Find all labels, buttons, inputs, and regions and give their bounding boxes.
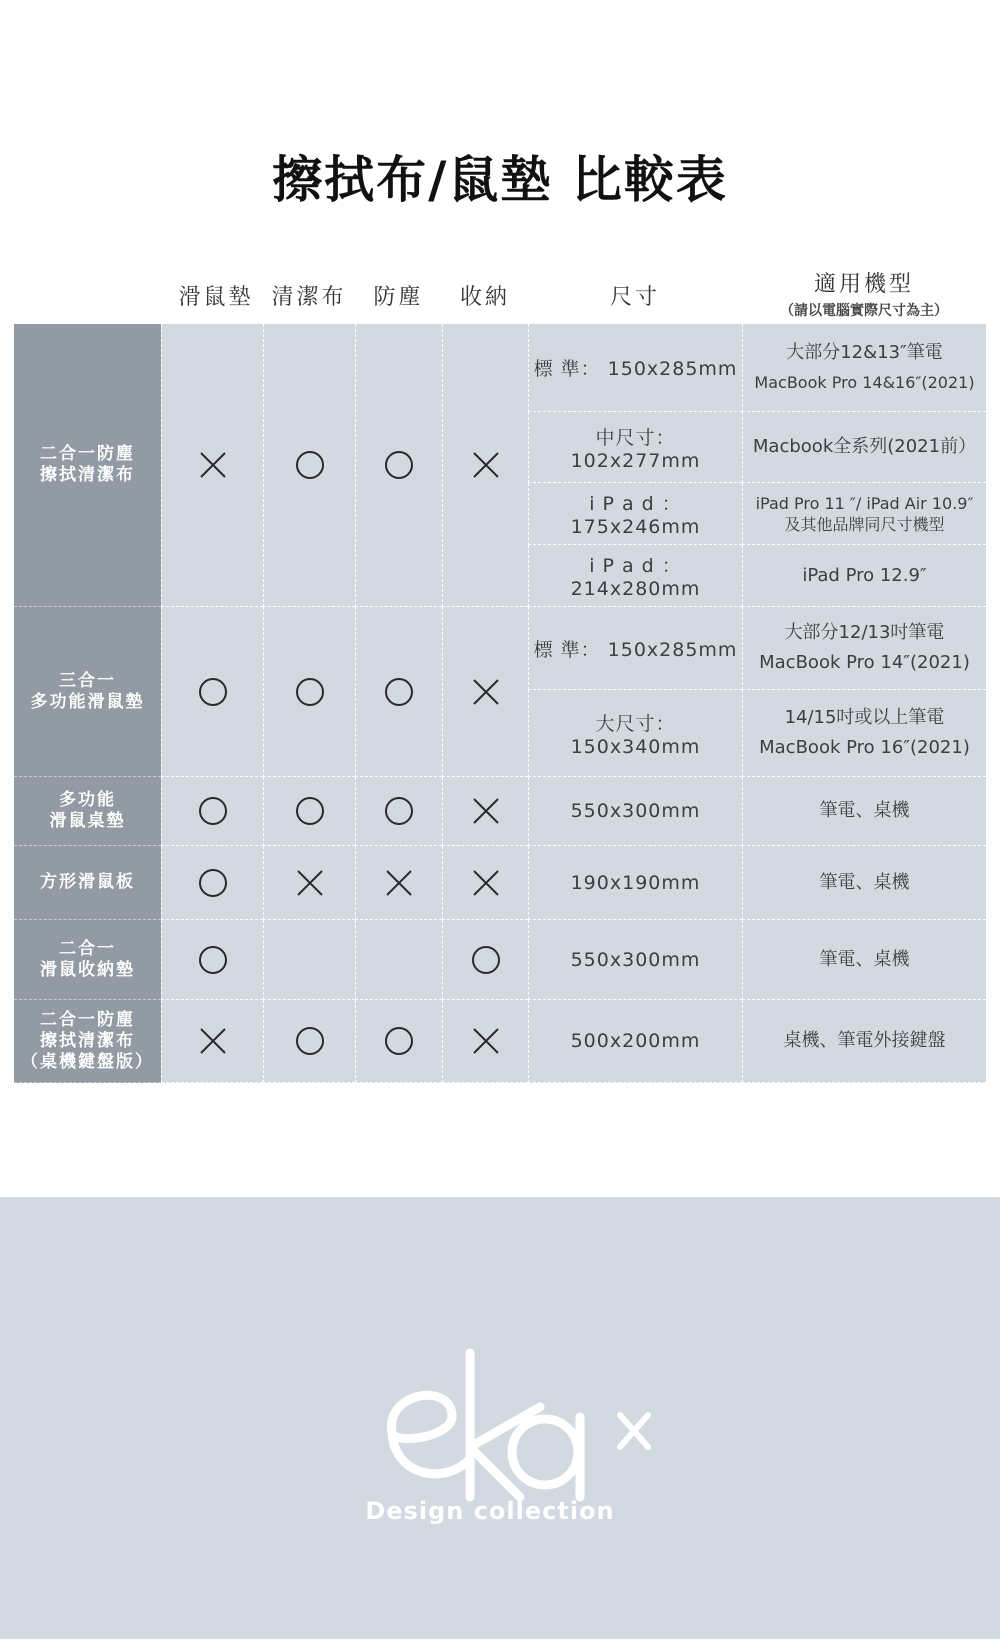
eka-logo	[0, 1197, 1000, 1639]
cell-cloth	[263, 607, 355, 777]
circle-mark-icon	[198, 796, 228, 826]
cell-mousepad	[161, 777, 263, 846]
cell-storage	[442, 920, 528, 1000]
size-value: 標 準： 150x285mm	[533, 358, 738, 380]
compatible-model: 及其他品牌同尺寸機型	[784, 514, 945, 534]
cell-cloth	[263, 324, 355, 607]
size-cell	[528, 545, 742, 607]
cell-dustproof	[355, 920, 442, 1000]
cell-storage	[442, 607, 528, 777]
circle-mark-icon	[198, 945, 228, 975]
cell-dustproof	[355, 324, 442, 607]
cross-mark-icon	[471, 450, 501, 480]
circle-mark-icon	[384, 796, 414, 826]
circle-mark-icon	[295, 796, 325, 826]
compatible-model: MacBook Pro 16″(2021)	[759, 737, 970, 758]
models-cell	[742, 545, 986, 607]
size-value: 標 準： 150x285mm	[533, 638, 738, 661]
cell-storage	[442, 1000, 528, 1083]
product-name: 三合一 多功能滑鼠墊	[14, 607, 161, 777]
cross-mark-icon	[198, 450, 228, 480]
cell-mousepad	[161, 920, 263, 1000]
cell-storage	[442, 324, 528, 607]
header-models: 適用機型	[813, 272, 914, 297]
cross-mark-icon	[295, 868, 325, 898]
header-cloth: 清潔布	[271, 285, 347, 310]
models-cell	[742, 607, 986, 690]
size-value: 中尺寸： 102x277mm	[570, 426, 701, 472]
cross-mark-icon	[471, 677, 501, 707]
circle-mark-icon	[198, 868, 228, 898]
logo-a	[512, 1419, 578, 1485]
models-cell	[742, 483, 986, 545]
cross-mark-icon	[471, 796, 501, 826]
compatible-model: MacBook Pro 14″(2021)	[759, 652, 970, 673]
size-cell	[528, 1000, 742, 1083]
logo-x-mark	[620, 1415, 648, 1447]
size-cell	[528, 690, 742, 777]
page-title: 擦拭布/鼠墊 比較表	[272, 151, 728, 209]
size-cell	[528, 324, 742, 412]
header-models-note: （請以電腦實際尺寸為主）	[780, 303, 948, 319]
cell-cloth	[263, 777, 355, 846]
cell-storage	[442, 846, 528, 920]
circle-mark-icon	[471, 945, 501, 975]
cell-dustproof	[355, 607, 442, 777]
size-value: 550x300mm	[570, 948, 701, 971]
size-cell	[528, 483, 742, 545]
circle-mark-icon	[198, 677, 228, 707]
models-cell	[742, 1000, 986, 1083]
compatible-model: 筆電、桌機	[819, 800, 910, 821]
circle-mark-icon	[295, 450, 325, 480]
compatible-model: 筆電、桌機	[819, 871, 910, 893]
compatible-model: iPad Pro 11 ″/ iPad Air 10.9″	[755, 493, 974, 513]
size-value: i P a d ： 214x280mm	[570, 555, 701, 600]
product-name: 二合一防塵 擦拭清潔布 （桌機鍵盤版）	[14, 1000, 161, 1083]
size-value: i P a d ： 175x246mm	[570, 493, 701, 538]
models-cell	[742, 412, 986, 483]
product-name: 多功能 滑鼠桌墊	[14, 777, 161, 846]
size-cell	[528, 777, 742, 846]
cell-mousepad	[161, 324, 263, 607]
cell-mousepad	[161, 1000, 263, 1083]
cell-storage	[442, 777, 528, 846]
size-cell	[528, 846, 742, 920]
circle-mark-icon	[295, 1026, 325, 1056]
cell-mousepad	[161, 607, 263, 777]
size-cell	[528, 920, 742, 1000]
brand-tagline: Design collection	[365, 1497, 615, 1525]
cross-mark-icon	[471, 868, 501, 898]
circle-mark-icon	[295, 677, 325, 707]
logo-e	[391, 1395, 452, 1438]
compatible-model: 14/15吋或以上筆電	[784, 707, 945, 728]
cell-cloth	[263, 920, 355, 1000]
size-value: 大尺寸： 150x340mm	[570, 712, 701, 758]
models-cell	[742, 846, 986, 920]
models-cell	[742, 920, 986, 1000]
cell-dustproof	[355, 846, 442, 920]
compatible-model: 大部分12&13″筆電	[786, 341, 943, 363]
header-mousepad: 滑鼠墊	[178, 285, 254, 310]
compatible-model: Macbook全系列(2021前）	[752, 436, 977, 457]
models-cell	[742, 777, 986, 846]
size-value: 500x200mm	[570, 1030, 701, 1052]
circle-mark-icon	[384, 450, 414, 480]
models-cell	[742, 690, 986, 777]
header-storage: 收納	[459, 285, 510, 310]
compatible-model: MacBook Pro 14&16″(2021)	[754, 372, 975, 392]
cross-mark-icon	[384, 868, 414, 898]
cell-mousepad	[161, 846, 263, 920]
circle-mark-icon	[384, 1026, 414, 1056]
size-cell	[528, 412, 742, 483]
cross-mark-icon	[198, 1026, 228, 1056]
header-size: 尺寸	[609, 285, 660, 310]
compatible-model: 桌機、筆電外接鍵盤	[783, 1030, 946, 1051]
brand-footer	[0, 1197, 1000, 1639]
header-dustproof: 防塵	[373, 285, 424, 310]
size-cell	[528, 607, 742, 690]
compatible-model: iPad Pro 12.9″	[802, 564, 927, 586]
product-name: 方形滑鼠板	[14, 846, 161, 920]
compatible-model: 大部分12/13吋筆電	[784, 622, 945, 643]
cell-dustproof	[355, 777, 442, 846]
cell-cloth	[263, 846, 355, 920]
size-value: 190x190mm	[570, 871, 701, 894]
cell-cloth	[263, 1000, 355, 1083]
cross-mark-icon	[471, 1026, 501, 1056]
product-name: 二合一 滑鼠收納墊	[14, 920, 161, 1000]
circle-mark-icon	[384, 677, 414, 707]
product-name: 二合一防塵 擦拭清潔布	[14, 324, 161, 607]
models-cell	[742, 324, 986, 412]
size-value: 550x300mm	[570, 800, 701, 822]
compatible-model: 筆電、桌機	[819, 948, 910, 970]
cell-dustproof	[355, 1000, 442, 1083]
